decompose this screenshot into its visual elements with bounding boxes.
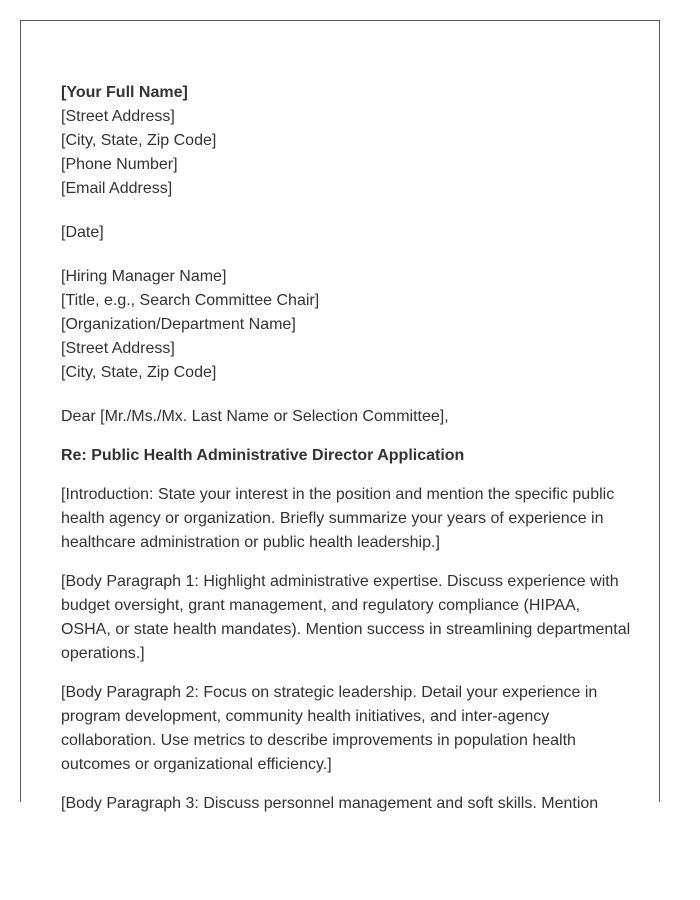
subject-line: Re: Public Health Administrative Director Application <box>61 447 465 464</box>
letter-page <box>20 20 660 812</box>
sender-block <box>61 81 633 201</box>
recipient-name: [Hiring Manager Name] <box>61 268 227 285</box>
salutation: Dear [Mr./Ms./Mx. Last Name or Selection Committee], <box>61 408 449 425</box>
body-paragraph-3: [Body Paragraph 3: Discuss personnel management and soft skills. Mention <box>61 795 599 812</box>
recipient-organization: [Organization/Department Name] <box>61 316 296 333</box>
recipient-title: [Title, e.g., Search Committee Chair] <box>61 292 320 309</box>
body-paragraph-1: [Body Paragraph 1: Highlight administrative expertise. Discuss experience with budget oversight, grant management, and regulatory compliance (HIPAA, OSHA, or state health mandates). Mention success in streamlining departmental operations.] <box>61 573 631 662</box>
sender-email: [Email Address] <box>61 180 173 197</box>
body-paragraph-2: [Body Paragraph 2: Focus on strategic leadership. Detail your experience in program development, community health initiatives, and inter-agency collaboration. Use metrics to describe improvements in population health outcomes or organizational efficiency.] <box>61 684 598 773</box>
date-block <box>61 221 633 245</box>
sender-phone: [Phone Number] <box>61 156 178 173</box>
letter-date: [Date] <box>61 224 104 241</box>
recipient-block <box>61 265 633 385</box>
intro-paragraph: [Introduction: State your interest in the position and mention the specific public health agency or organization. Briefly summarize your years of experience in healthcare administration or public health leadership.] <box>61 486 615 551</box>
recipient-city: [City, State, Zip Code] <box>61 364 217 381</box>
sender-name: [Your Full Name] <box>61 84 188 101</box>
recipient-street: [Street Address] <box>61 340 175 357</box>
sender-city: [City, State, Zip Code] <box>61 132 217 149</box>
sender-street: [Street Address] <box>61 108 175 125</box>
letter-content <box>61 81 633 816</box>
